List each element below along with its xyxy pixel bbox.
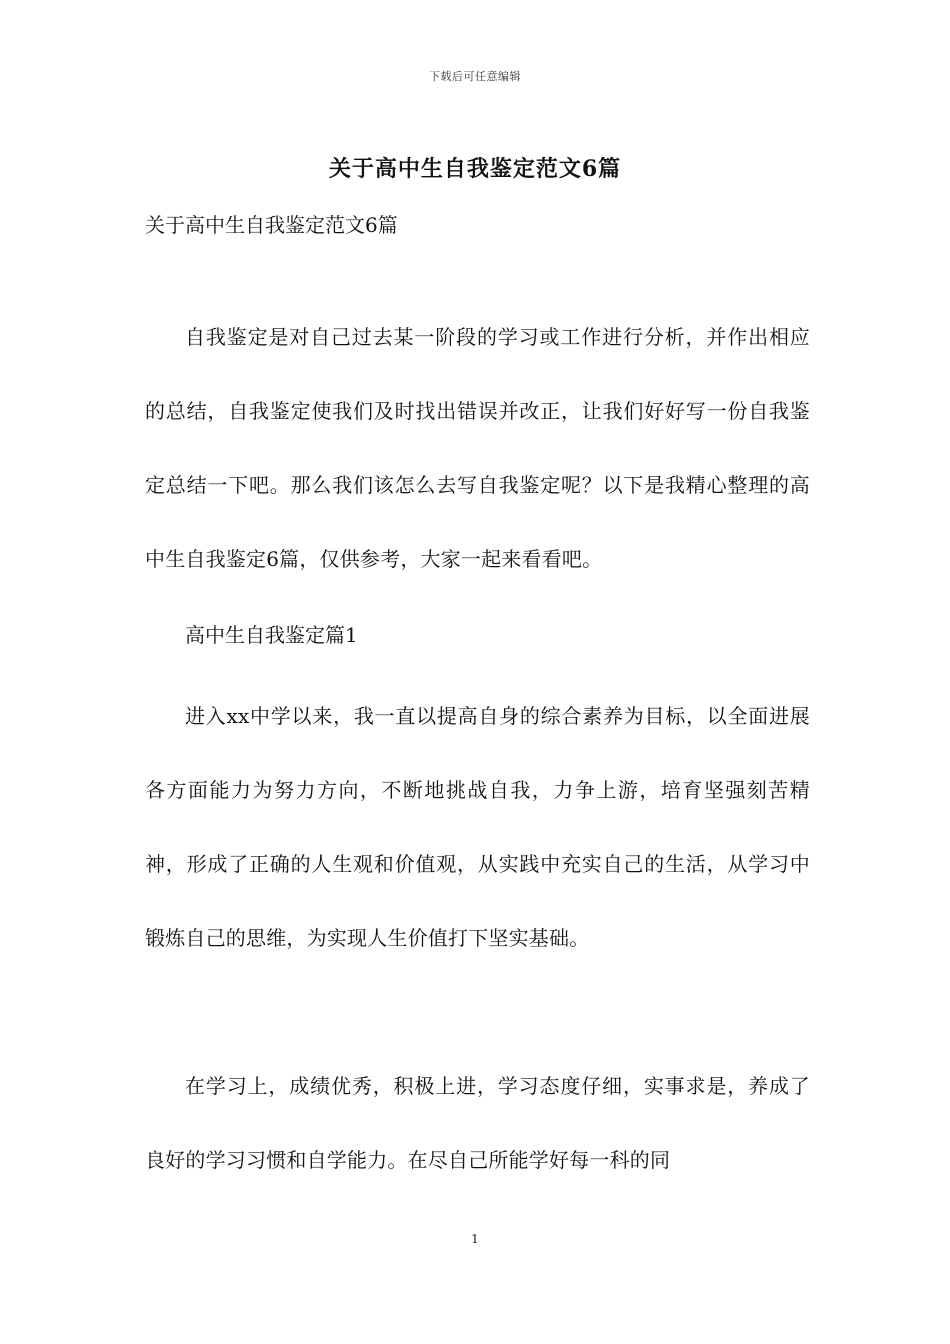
document-body [145, 210, 810, 1197]
section-heading: 高中生自我鉴定篇1 [185, 623, 358, 647]
header-note: 下载后可任意编辑 [429, 70, 521, 83]
intro-paragraph: 自我鉴定是对自己过去某一阶段的学习或工作进行分析，并作出相应的总结，自我鉴定使我们及时找出错误并改正，让我们好好写一份自我鉴定总结一下吧。那么我们该怎么去写自我鉴定呢？以下是我精心整理的高中生自我鉴定6篇，仅供参考，大家一起来看看吧。 [145, 325, 810, 571]
body-paragraph-1: 进入xx中学以来，我一直以提高自身的综合素养为目标，以全面进展各方面能力为努力方向，不断地挑战自我，力争上游，培育坚强刻苦精神，形成了正确的人生观和价值观，从实践中充实自己的生活，从学习中锻炼自己的思维，为实现人生价值打下坚实基础。 [145, 704, 810, 950]
document-subtitle: 关于高中生自我鉴定范文6篇 [145, 213, 398, 237]
page-number: 1 [471, 1232, 479, 1246]
document-title: 关于高中生自我鉴定范文6篇 [328, 156, 622, 182]
body-paragraph-2: 在学习上，成绩优秀，积极上进，学习态度仔细，实事求是，养成了良好的学习习惯和自学能力。在尽自己所能学好每一科的同 [145, 1074, 810, 1172]
